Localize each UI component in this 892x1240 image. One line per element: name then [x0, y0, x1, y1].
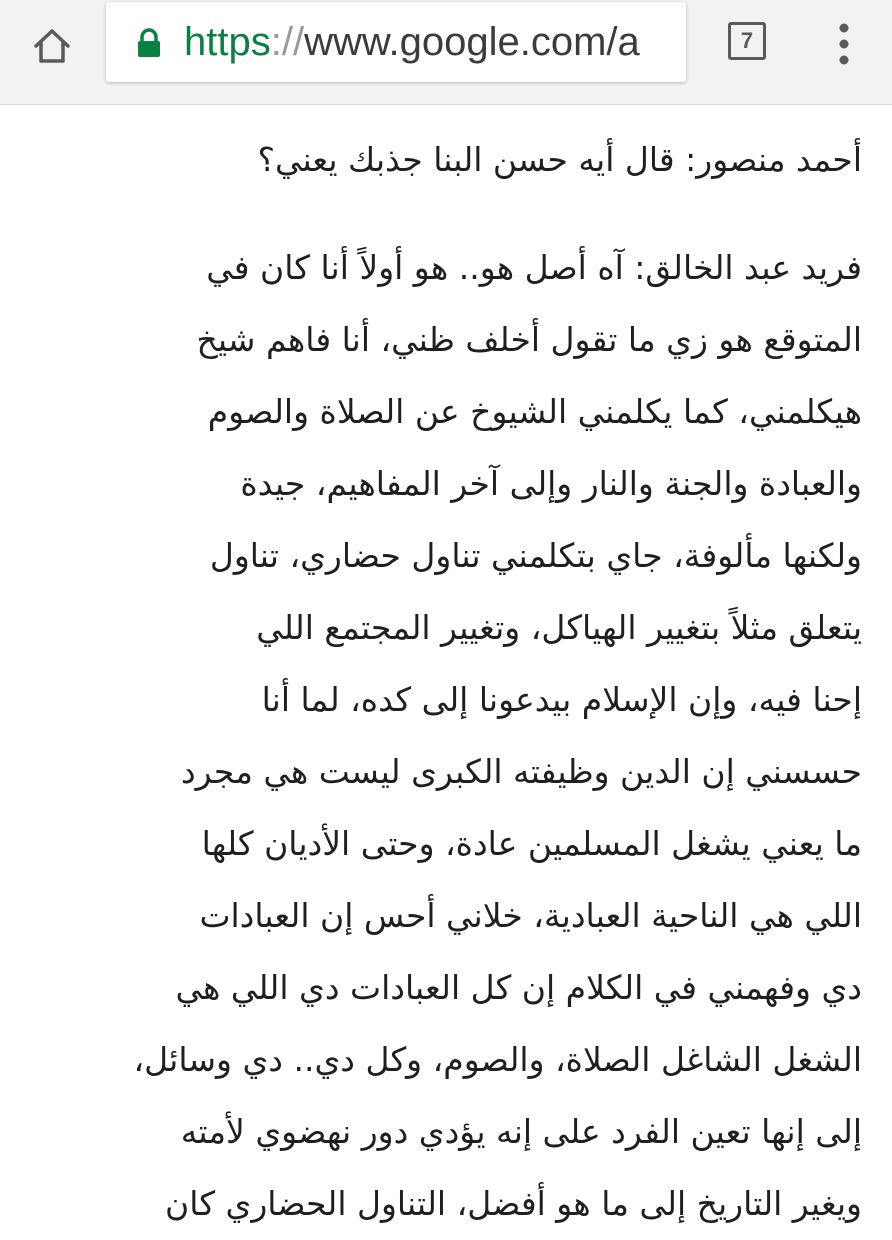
url-host-path: www.google.com/a	[304, 20, 640, 64]
url-separator: ://	[270, 20, 305, 64]
text-line: إحنا فيه، وإن الإسلام بيدعونا إلى كده، لما أنا	[261, 680, 862, 719]
text-line: المتوقع هو زي ما تقول أخلف ظني، أنا فاهم شيخ	[196, 320, 862, 359]
home-button[interactable]	[24, 18, 80, 74]
text-line: والعبادة والجنة والنار وإلى آخر المفاهيم، جيدة	[240, 464, 862, 503]
lock-icon	[136, 28, 162, 58]
text-line: هيكلمني، كما يكلمني الشيوخ عن الصلاة والصوم	[207, 392, 862, 431]
address-bar[interactable]	[106, 2, 686, 82]
text-line: ويغير التاريخ إلى ما هو أفضل، التناول الحضاري كان	[165, 1184, 862, 1223]
tab-count: 7	[728, 22, 766, 60]
overflow-menu-button[interactable]	[826, 20, 862, 68]
text-line: أحمد منصور: قال أيه حسن البنا جذبك يعني؟	[257, 140, 862, 179]
home-icon	[32, 26, 72, 66]
more-vert-icon	[826, 20, 862, 68]
url-scheme: https	[184, 20, 271, 64]
paragraph-answer	[30, 232, 862, 1240]
text-line: يتعلق مثلاً بتغيير الهياكل، وتغيير المجتمع اللي	[256, 608, 862, 647]
tab-switcher-button[interactable]	[728, 22, 768, 62]
text-line: حسسني إن الدين وظيفته الكبرى ليست هي مجرد	[180, 752, 862, 791]
text-line: ما يعني يشغل المسلمين عادة، وحتى الأديان كلها	[201, 824, 862, 863]
text-line: الشغل الشاغل الصلاة، والصوم، وكل دي.. دي وسائل،	[133, 1040, 862, 1079]
article-body	[30, 120, 862, 1240]
text-line: ولكنها مألوفة، جاي بتكلمني تناول حضاري، تناول	[209, 536, 862, 575]
paragraph-question	[30, 120, 862, 200]
text-line: دي وفهمني في الكلام إن كل العبادات دي اللي هي	[175, 968, 862, 1007]
text-line: إلى إنها تعين الفرد على إنه يؤدي دور نهضوي لأمته	[180, 1112, 862, 1151]
browser-toolbar	[0, 0, 892, 105]
text-line: فريد عبد الخالق: آه أصل هو.. هو أولاً أنا كان في	[206, 248, 862, 287]
text-line: اللي هي الناحية العبادية، خلاني أحس إن العبادات	[199, 896, 862, 935]
url-text[interactable]	[184, 16, 640, 68]
